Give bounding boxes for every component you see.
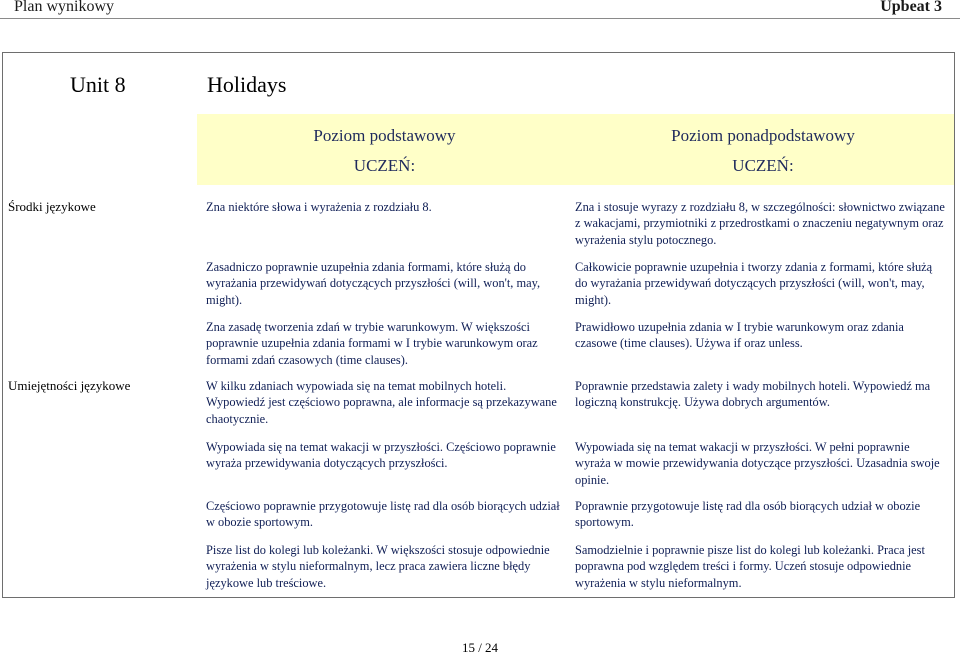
student-label-basic: UCZEŃ: (353, 156, 416, 175)
basic-sports-camp-advice: Częściowo poprawnie przygotowuje listę rad dla osób biorących udział w obozie sportowym. (206, 499, 560, 530)
basic-future-holidays: Wypowiada się na temat wakacji w przyszłości. Częściowo poprawnie wyraża przewidywania dotyczących przyszłości. (206, 440, 556, 471)
student-label-advanced: UCZEŃ: (732, 156, 794, 175)
basic-vocabulary: Zna niektóre słowa i wyrażenia z rozdziału 8. (206, 200, 432, 214)
unit-title: Holidays (207, 72, 287, 97)
advanced-vocabulary: Zna i stosuje wyrazy z rozdziału 8, w szczególności: słownictwo związane z wakacjami, przymiotniki z przedrostkami o znaczeniu negatywnym oraz wyrażenia stylu potocznego. (575, 200, 945, 247)
basic-letter: Pisze list do kolegi lub koleżanki. W większości stosuje odpowiednie wyrażenia w stylu nieformalnym, lecz praca zawiera liczne błędy językowe lub treściowe. (206, 543, 550, 590)
unit-label: Unit 8 (70, 72, 126, 97)
row-label-language-skills: Umiejętności językowe (8, 378, 131, 393)
advanced-conditionals: Prawidłowo uzupełnia zdania w I trybie warunkowym oraz zdania czasowe (time clauses). Używa if oraz unless. (575, 320, 904, 351)
header-divider (0, 18, 960, 19)
advanced-mobile-hotels: Poprawnie przedstawia zalety i wady mobilnych hoteli. Wypowiedź ma logiczną konstrukcję. Używa dobrych argumentów. (575, 379, 931, 410)
basic-future-predictions: Zasadniczo poprawnie uzupełnia zdania formami, które służą do wyrażania przewidywań dotyczących przyszłości (will, won't, may, might). (206, 260, 541, 307)
advanced-sports-camp-advice: Poprawnie przygotowuje listę rad dla osób biorących udział w obozie sportowym. (575, 499, 921, 530)
advanced-letter: Samodzielnie i poprawnie pisze list do kolegi lub koleżanki. Praca jest poprawna pod względem treści i formy. Uczeń stosuje odpowiednie wyrażenia w stylu nieformalnym. (575, 543, 925, 590)
textbook-name: Upbeat 3 (880, 0, 942, 15)
advanced-future-predictions: Całkowicie poprawnie uzupełnia i tworzy zdania z formami, które służą do wyrażania przewidywań dotyczących przyszłości (will, won't, may, might). (575, 260, 933, 307)
level-advanced-heading: Poziom ponadpodstawowy (671, 126, 855, 145)
row-label-language-means: Środki językowe (8, 199, 96, 214)
page-header (0, 0, 960, 18)
level-basic-heading: Poziom podstawowy (313, 126, 456, 145)
document-title: Plan wynikowy (14, 0, 114, 15)
basic-conditionals: Zna zasadę tworzenia zdań w trybie warunkowym. W większości poprawnie uzupełnia zdania formami w I trybie warunkowym oraz formami zdań czasowych (time clauses). (206, 320, 538, 367)
advanced-future-holidays: Wypowiada się na temat wakacji w przyszłości. W pełni poprawnie wyraża w mowie przewidywania dotyczące przyszłości. Uzasadnia swoje opinie. (575, 440, 940, 487)
basic-mobile-hotels: W kilku zdaniach wypowiada się na temat mobilnych hoteli. Wypowiedź jest częściowo poprawna, ale informacje są przekazywane chaotycznie. (206, 379, 557, 426)
page-number: 15 / 24 (461, 640, 499, 655)
